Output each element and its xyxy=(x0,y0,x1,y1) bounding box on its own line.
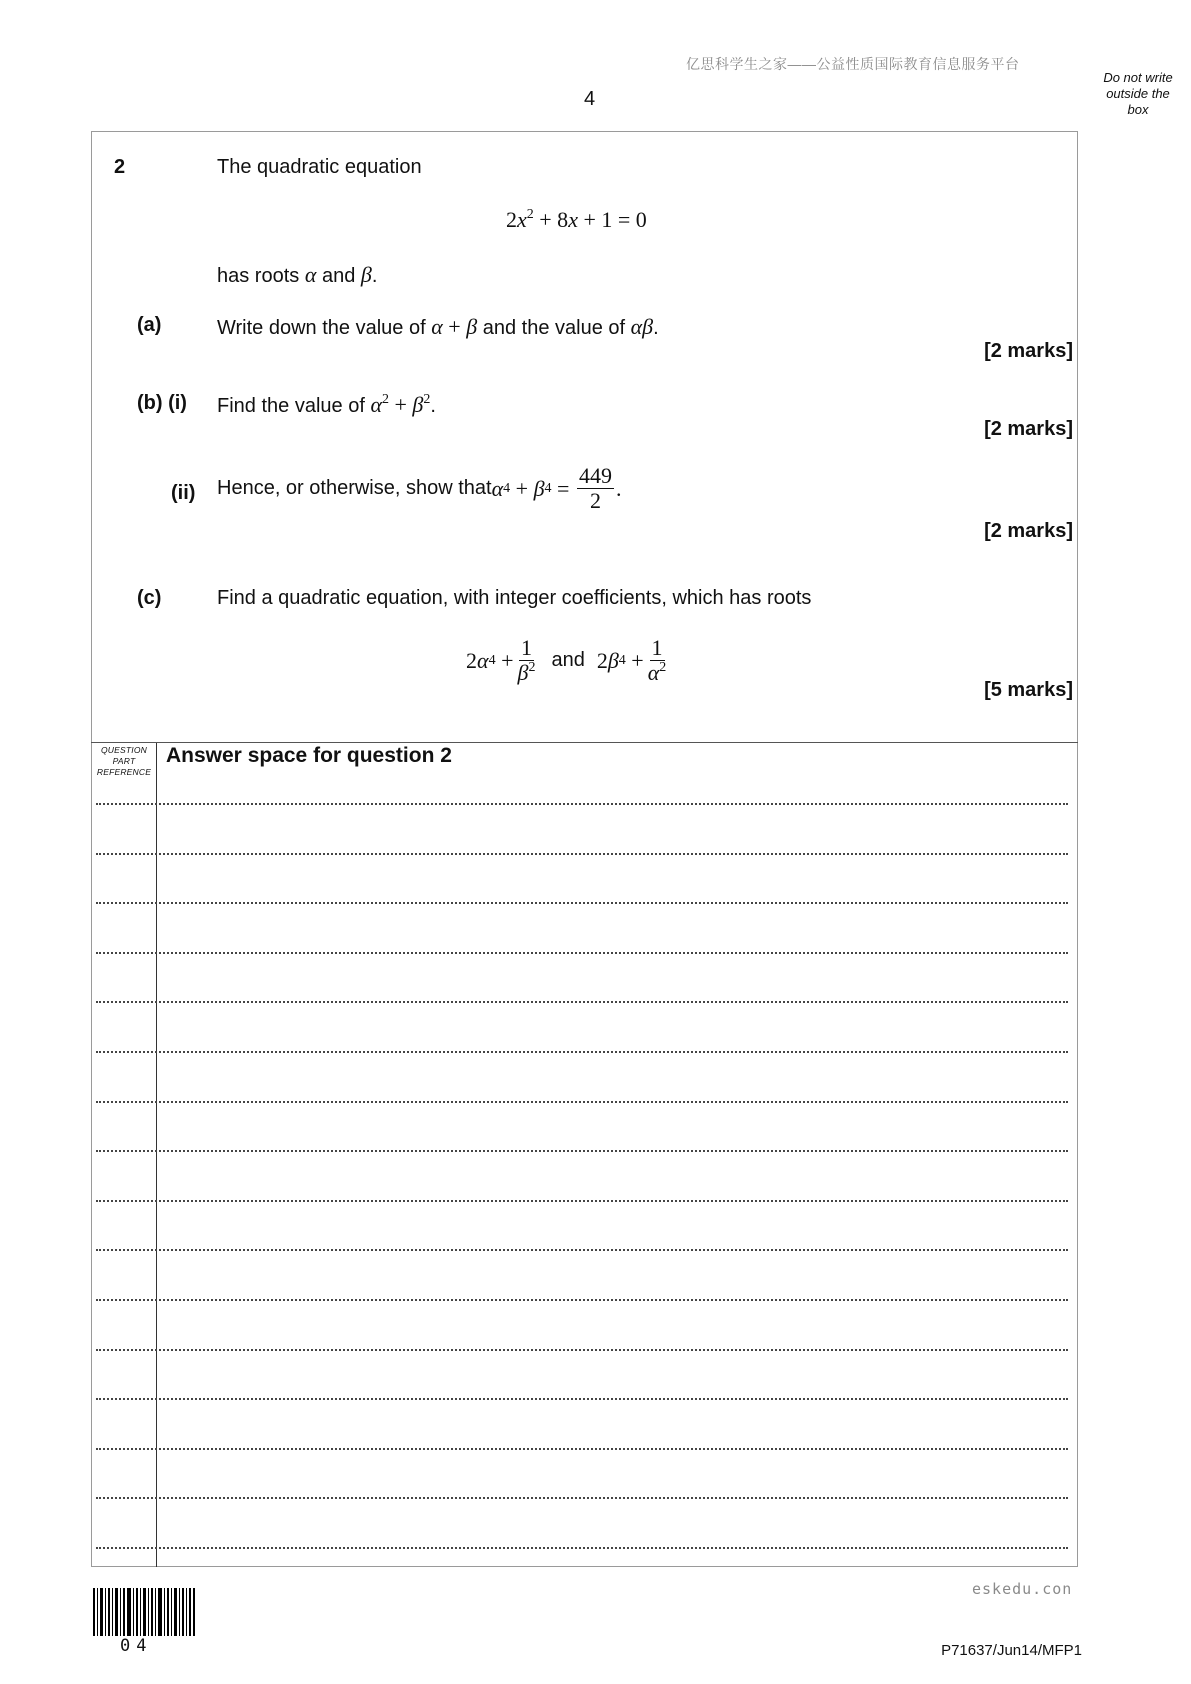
part-b-ii-label: (ii) xyxy=(171,482,196,504)
barcode xyxy=(93,1588,195,1636)
part-a-text: Write down the value of α + β and the value of αβ. xyxy=(217,314,659,339)
question-intro: The quadratic equation xyxy=(217,156,422,178)
answer-divider xyxy=(91,742,1078,743)
part-c-roots: 2 α 4 + $\frac{1}{\beta^2}$ and 2 β 4 + $\frac{1}{\alpha^2}$ xyxy=(466,635,667,685)
answer-line[interactable] xyxy=(96,1398,1068,1400)
roots-statement: has roots α and β. xyxy=(217,262,378,287)
part-b-i-text: Find the value of $\alpha^2 + \beta^2$. xyxy=(217,392,436,417)
part-c-text: Find a quadratic equation, with integer coefficients, which has roots xyxy=(217,587,812,609)
question-part-reference-label: QUESTION PART REFERENCE xyxy=(96,745,152,777)
answer-line[interactable] xyxy=(96,1200,1068,1202)
answer-line[interactable] xyxy=(96,1349,1068,1351)
answer-space-title: Answer space for question 2 xyxy=(166,744,452,767)
margin-note xyxy=(1090,70,1186,118)
answer-line[interactable] xyxy=(96,1150,1068,1152)
margin-note-line-2: outside the xyxy=(1106,86,1170,101)
answer-line[interactable] xyxy=(96,1448,1068,1450)
fraction-1-over-beta-squared: $\frac{1}{\beta^2}$ xyxy=(517,635,536,685)
answer-line[interactable] xyxy=(96,1299,1068,1301)
answer-line[interactable] xyxy=(96,1497,1068,1499)
answer-line[interactable] xyxy=(96,1249,1068,1251)
answer-line[interactable] xyxy=(96,952,1068,954)
part-b-ii-marks: [2 marks] xyxy=(984,520,1073,542)
part-a-marks: [2 marks] xyxy=(984,340,1073,362)
barcode-number: 04 xyxy=(120,1636,153,1656)
answer-line[interactable] xyxy=(96,1051,1068,1053)
question-number: 2 xyxy=(114,156,126,178)
answer-line[interactable] xyxy=(96,803,1068,805)
margin-note-line-1: Do not write xyxy=(1103,70,1173,85)
answer-line[interactable] xyxy=(96,1547,1068,1549)
fraction-449-over-2: $\frac{449}{2}$ xyxy=(578,463,612,513)
margin-note-line-3: box xyxy=(1127,102,1149,117)
answer-line[interactable] xyxy=(96,1101,1068,1103)
part-b-i-marks: [2 marks] xyxy=(984,418,1073,440)
part-b-ii-text: Hence, or otherwise, show that α 4 + β 4 = $\frac{449}{2}$ . xyxy=(217,463,622,513)
main-equation: $2x^2 + 8x + 1 = 0$ xyxy=(506,207,647,232)
answer-line[interactable] xyxy=(96,1001,1068,1003)
part-c-label: (c) xyxy=(137,587,162,609)
question-box xyxy=(91,131,1078,1567)
fraction-1-over-alpha-squared: $\frac{1}{\alpha^2}$ xyxy=(647,635,667,685)
watermark-text: 亿思科学生之家——公益性质国际教育信息服务平台 xyxy=(686,56,1020,72)
paper-code: P71637/Jun14/MFP1 xyxy=(941,1642,1082,1659)
page-number: 4 xyxy=(584,88,596,110)
part-b-i-label: (b) (i) xyxy=(137,392,187,414)
reference-column-line xyxy=(156,743,157,1567)
answer-line[interactable] xyxy=(96,853,1068,855)
site-watermark: eskedu.con xyxy=(972,1580,1073,1598)
answer-line[interactable] xyxy=(96,902,1068,904)
part-c-marks: [5 marks] xyxy=(984,679,1073,701)
part-a-label: (a) xyxy=(137,314,162,336)
